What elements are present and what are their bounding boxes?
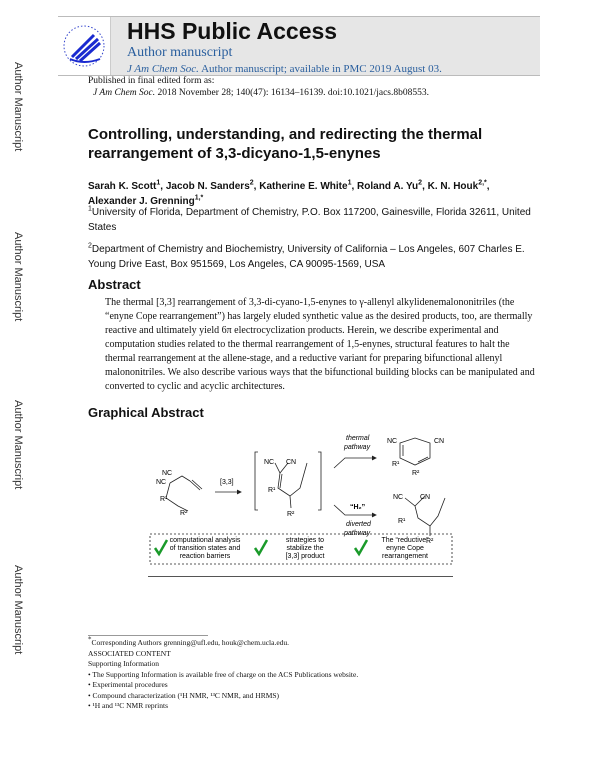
- author: K. N. Houk$^{2,*}$: [427, 179, 487, 192]
- supporting-info-heading: Supporting Information: [88, 659, 160, 668]
- article-title: Controlling, understanding, and redirecting the thermal rearrangement of 3,3-dicyano-1,5-enynes: [88, 126, 483, 162]
- check-item-text: strategies to: [285, 537, 325, 544]
- label-r1: R¹: [268, 487, 276, 494]
- availability-text: Author manuscript; available in PMC 2019 August 03.: [201, 63, 442, 75]
- author: Sarah K. Scott$^1$: [88, 179, 161, 192]
- check-item-text: rearrangement: [382, 553, 428, 560]
- check-item-text: reaction barriers: [179, 553, 231, 560]
- check-item-text: [3,3] product: [285, 553, 325, 560]
- published-citation: [93, 88, 429, 98]
- check-item-text: stabilize the: [286, 545, 324, 552]
- label-r1: R¹: [392, 461, 400, 468]
- citation-text: 2018 November 28; 140(47): 16134–16139. doi:10.1021/jacs.8b08553.: [157, 88, 429, 98]
- author: Katherine E. White$^1$: [259, 179, 352, 192]
- affiliation: $^2$Department of Chemistry and Biochemistry, University of California – Los Angeles, 607 Charles E. Young Drive East, Box 951569, Los Angeles, CA 90095-1569, USA: [88, 242, 525, 270]
- label-thermal: thermal: [346, 435, 370, 442]
- check-item-text: computational analysis: [169, 537, 241, 544]
- graphical-abstract-figure: [100, 418, 460, 568]
- author: Jacob N. Sanders$^2$: [165, 179, 254, 192]
- label-r2: R²: [180, 510, 188, 517]
- header-availability: [127, 63, 442, 75]
- check-item-text: of transition states and: [169, 545, 241, 552]
- label-r2: R²: [426, 538, 434, 545]
- label-r1: R¹: [160, 496, 168, 503]
- footnote-bullet: • ¹H and ¹³C NMR reprints: [88, 701, 169, 710]
- author: Roland A. Yu$^2$: [357, 179, 423, 192]
- label-nc: NC: [387, 438, 398, 445]
- divider: [148, 576, 453, 577]
- side-label: [8, 232, 24, 342]
- footnotes: [88, 635, 359, 712]
- associated-content-heading: ASSOCIATED CONTENT: [88, 648, 171, 658]
- label-r2: R²: [287, 511, 295, 518]
- journal-name: J Am Chem Soc.: [127, 63, 199, 75]
- checkmark-icon: [255, 540, 267, 554]
- label-nc: NC: [393, 494, 404, 501]
- header-subtitle: Author manuscript: [127, 45, 233, 60]
- abstract-heading: Abstract: [88, 277, 141, 292]
- author-list: Sarah K. Scott$^1$, Jacob N. Sanders$^2$, Katherine E. White$^1$, Roland A. Yu$^2$, K. N. Houk$^{2,*}$, Alexander J. Grenning$^{1,*}$: [88, 179, 490, 207]
- hhs-header: [58, 16, 540, 76]
- label-diverted: diverted: [346, 521, 371, 528]
- label-nc: NC: [156, 479, 167, 486]
- side-label-text: Author Manuscript: [12, 232, 24, 322]
- label-cn: CN: [434, 438, 445, 445]
- affiliation: $^1$University of Florida, Department of Chemistry, P.O. Box 117200, Gainesville, Florida 32611, United States: [88, 205, 531, 233]
- side-label: [8, 565, 24, 675]
- published-label: Published in final edited form as:: [88, 76, 215, 86]
- corresponding-authors: *Corresponding Authors grenning@ufl.edu, houk@chem.ucla.edu.: [88, 635, 290, 647]
- side-label: [8, 62, 24, 172]
- check-item-text: The “reductive”: [381, 537, 429, 544]
- header-title: HHS Public Access: [127, 18, 338, 44]
- side-label: [8, 400, 24, 510]
- label-pathway: pathway: [344, 444, 371, 451]
- abstract-text: The thermal [3,3] rearrangement of 3,3-di-cyano-1,5-enynes to γ-allenyl alkylidenemalononitriles (the “enyne Cope rearrangement”) has largely eluded synthetic value as the desired products, too, are thermally reactive and ultimately yield 6π electrocyclization products. Herein, we describe experimental and computation studies related to the thermal rearrangement of 1,5-enynes, structural features to halt the thermal rearrangement at the allene-stage, and a reductive variant for preparing bifunctional allenyl malononitriles. We also describe various ways that the bifunctional building blocks can be manipulated and converted to cyclic and acyclic architectures.: [105, 297, 535, 392]
- graphical-abstract-heading: Graphical Abstract: [88, 405, 204, 420]
- journal-name: J Am Chem Soc.: [93, 88, 156, 98]
- label-r2: R²: [412, 470, 420, 477]
- author: Alexander J. Grenning$^{1,*}$: [88, 194, 204, 207]
- footnote-bullet: • Experimental procedures: [88, 680, 168, 689]
- side-label-text: Author Manuscript: [12, 62, 24, 152]
- footnote-bullet: • Compound characterization (¹H NMR, ¹³C NMR, and HRMS): [88, 690, 280, 700]
- hhs-logo-icon: [58, 17, 111, 75]
- checkmark-icon: [155, 540, 167, 554]
- label-h2: “H₂”: [350, 504, 366, 511]
- checkmark-icon: [355, 540, 367, 554]
- label-r1: R¹: [398, 518, 406, 525]
- label-pathway: pathway: [344, 530, 371, 537]
- label-nc: NC: [264, 459, 275, 466]
- side-label-text: Author Manuscript: [12, 400, 24, 490]
- side-label-text: Author Manuscript: [12, 565, 24, 655]
- footnote-divider: [88, 635, 208, 636]
- label-nc: NC: [162, 470, 173, 477]
- label-cn: CN: [420, 494, 431, 501]
- footnote-bullet: • The Supporting Information is available free of charge on the ACS Publications website.: [88, 669, 359, 679]
- check-item-text: enyne Cope: [386, 545, 424, 552]
- label-step: [3,3]: [220, 479, 234, 486]
- label-cn: CN: [286, 459, 297, 466]
